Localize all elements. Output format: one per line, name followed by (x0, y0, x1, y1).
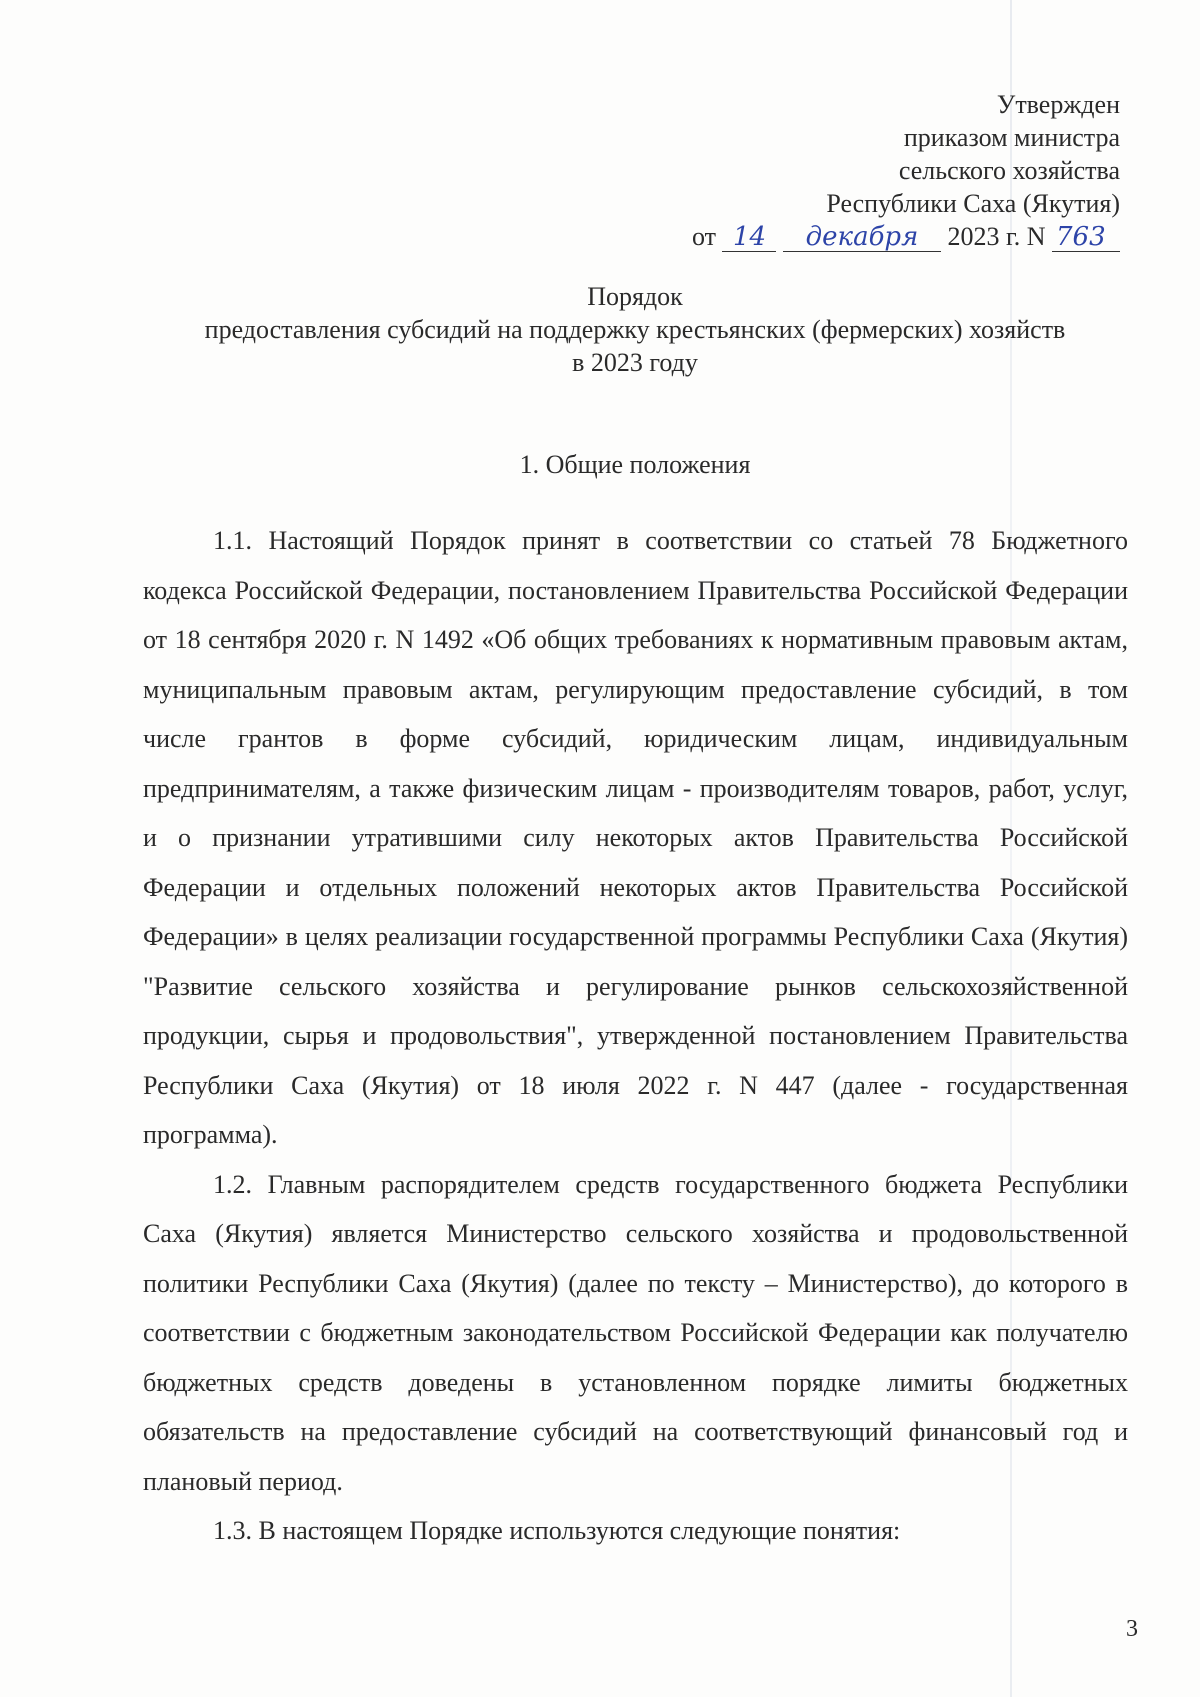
handwritten-order-number: 763 (1052, 223, 1120, 252)
document-title (140, 280, 1130, 379)
document-body (143, 516, 1128, 1556)
approval-line: Республики Саха (Якутия) (826, 189, 1120, 218)
title-line: Порядок (587, 282, 683, 311)
approval-line: Утвержден (996, 90, 1120, 119)
title-line: предоставления субсидий на поддержку крестьянских (фермерских) хозяйств (204, 315, 1066, 344)
approval-date-line (692, 220, 1120, 253)
section-heading: 1. Общие положения (519, 450, 751, 479)
handwritten-day: 14 (722, 223, 776, 252)
date-prefix: от (691, 222, 716, 251)
handwritten-month: декабря (783, 223, 941, 252)
title-line: в 2023 году (572, 348, 698, 377)
paragraph: 1.1. Настоящий Порядок принят в соответствии со статьей 78 Бюджетного кодекса Российской Федерации, постановлением Правительства Российской Федерации от 18 сентября 2020 г. N 1492 «Об общих требованиях к нормативным правовым актам, муниципальным правовым актам, регулирующим предоставление субсидий, в том числе грантов в форме субсидий, юридическим лицам, индивидуальным предпринимателям, а также физическим лицам - производителям товаров, работ, услуг, и о признании утратившими силу некоторых актов Правительства Российской Федерации и отдельных положений некоторых актов Правительства Российской Федерации» в целях реализации государственной программы Республики Саха (Якутия) "Развитие сельского хозяйства и регулирование рынков сельскохозяйственной продукции, сырья и продовольствия", утвержденной постановлением Правительства Республики Саха (Якутия) от 18 июля 2022 г. N 447 (далее - государственная программа). (143, 526, 1128, 1149)
paragraph: 1.2. Главным распорядителем средств государственного бюджета Республики Саха (Якутия) является Министерство сельского хозяйства и продовольственной политики Республики Саха (Якутия) (далее по тексту – Министерство), до которого в соответствии с бюджетным законодательством Российской Федерации как получателю бюджетных средств доведены в установленном порядке лимиты бюджетных обязательств на предоставление субсидий на соответствующий финансовый год и плановый период. (143, 1169, 1128, 1496)
paragraph: 1.3. В настоящем Порядке используются следующие понятия: (213, 1516, 901, 1545)
page-number: 3 (1126, 1616, 1138, 1642)
approval-stamp (692, 88, 1120, 253)
date-year: 2023 г. N (947, 222, 1046, 251)
approval-line: сельского хозяйства (898, 156, 1120, 185)
approval-line: приказом министра (903, 123, 1120, 152)
